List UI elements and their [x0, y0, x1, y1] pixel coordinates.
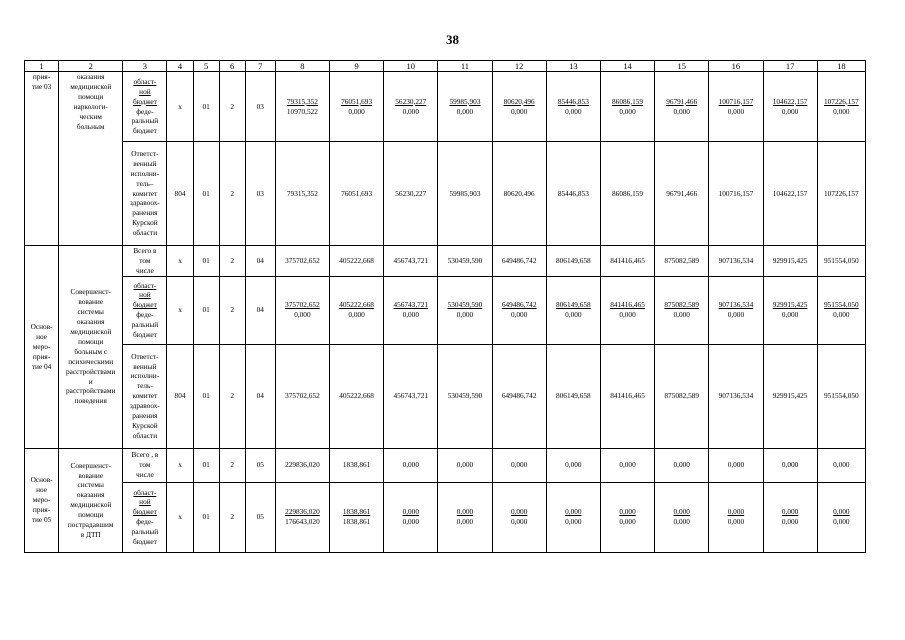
- regional-value: 841416,465: [610, 300, 645, 310]
- value-cell: [546, 482, 600, 552]
- value-cell: 806149,658: [546, 246, 600, 277]
- value-cell: 59985,903: [438, 142, 492, 246]
- regional-budget-label: област- ной бюджет: [132, 487, 157, 517]
- value-cell: 907136,534: [709, 344, 763, 448]
- code-cell-c7: 03: [245, 142, 275, 246]
- regional-value: 59985,903: [449, 96, 481, 106]
- value-cell: 530459,590: [438, 344, 492, 448]
- value-cell: 0,000: [709, 448, 763, 482]
- value-cell: [600, 482, 654, 552]
- value-cell: 86086,159: [600, 142, 654, 246]
- code-cell-c4: х: [167, 276, 193, 344]
- federal-value: 0,000: [727, 310, 745, 320]
- value-cell: 875082,589: [655, 344, 709, 448]
- regional-value: 0,000: [781, 507, 799, 517]
- regional-value: 929915,425: [772, 300, 808, 310]
- value-cell: [492, 482, 546, 552]
- code-cell-c4: х: [167, 72, 193, 142]
- funding-source-cell: [123, 72, 167, 142]
- column-number: 16: [709, 61, 763, 72]
- column-number: 2: [59, 61, 123, 72]
- code-cell-c5: 01: [193, 142, 219, 246]
- regional-value: 0,000: [402, 507, 419, 517]
- column-number: 11: [438, 61, 492, 72]
- federal-value: 0,000: [456, 106, 474, 116]
- federal-value: 0,000: [510, 106, 528, 116]
- code-cell-c7: 05: [245, 448, 275, 482]
- column-number: 18: [817, 61, 865, 72]
- value-cell: 80620,496: [492, 142, 546, 246]
- federal-budget-label: феде- ральный бюджет: [131, 517, 159, 547]
- value-cell: 79315,352: [275, 142, 329, 246]
- value-cell: 100716,157: [709, 142, 763, 246]
- regional-value: 0,000: [456, 507, 474, 517]
- code-cell-c5: 01: [193, 72, 219, 142]
- code-cell-c7: 05: [245, 482, 275, 552]
- federal-value: 0,000: [456, 517, 474, 527]
- table-row: [25, 448, 866, 482]
- value-cell: 0,000: [546, 448, 600, 482]
- code-cell-c7: 04: [245, 344, 275, 448]
- program-name-cell: оказания медицинской помощи наркологи- ческим больным: [59, 72, 123, 246]
- value-cell: 104622,157: [763, 142, 817, 246]
- federal-value: 0,000: [619, 310, 636, 320]
- regional-value: 456743,721: [393, 300, 429, 310]
- value-cell: [709, 72, 763, 142]
- value-cell: [384, 482, 438, 552]
- regional-value: 0,000: [727, 507, 745, 517]
- federal-value: 0,000: [510, 310, 528, 320]
- regional-value: 1838,861: [342, 507, 371, 517]
- regional-value: 907136,534: [718, 300, 754, 310]
- regional-value: 76051,693: [341, 96, 373, 106]
- federal-value: 0,000: [294, 310, 311, 320]
- federal-value: 0,000: [673, 106, 690, 116]
- value-cell: [438, 72, 492, 142]
- funding-source-cell: Ответст- венный исполни- тель– комитет здравоох- ранения Курской области: [123, 142, 167, 246]
- code-cell-c5: 01: [193, 482, 219, 552]
- value-cell: 456743,721: [384, 344, 438, 448]
- code-cell-c4: 804: [167, 142, 193, 246]
- federal-value: 0,000: [673, 310, 690, 320]
- federal-value: 0,000: [673, 517, 690, 527]
- value-cell: 0,000: [655, 448, 709, 482]
- regional-value: 0,000: [619, 507, 636, 517]
- value-cell: [438, 276, 492, 344]
- value-cell: [330, 482, 384, 552]
- value-cell: [384, 72, 438, 142]
- table-row: [25, 344, 866, 448]
- value-cell: [275, 72, 329, 142]
- value-cell: 649486,742: [492, 246, 546, 277]
- federal-value: 0,000: [565, 106, 582, 116]
- regional-value: 405222,668: [339, 300, 374, 310]
- regional-value: 951554,050: [824, 300, 859, 310]
- table-row: [25, 72, 866, 142]
- regional-value: 375702,652: [285, 300, 320, 310]
- column-number-row: [25, 61, 866, 72]
- regional-value: 875082,589: [664, 300, 700, 310]
- value-cell: [438, 482, 492, 552]
- code-cell-c6: 2: [219, 246, 245, 277]
- table-row: [25, 482, 866, 552]
- value-cell: 875082,589: [655, 246, 709, 277]
- value-cell: 0,000: [492, 448, 546, 482]
- federal-value: 0,000: [565, 310, 582, 320]
- column-number: 4: [167, 61, 193, 72]
- value-cell: 85446,853: [546, 142, 600, 246]
- value-cell: 0,000: [438, 448, 492, 482]
- value-cell: 1838,861: [330, 448, 384, 482]
- regional-value: 530459,590: [447, 300, 483, 310]
- measure-cell: Основ- ное меро- прия- тие 04: [25, 246, 59, 449]
- table-row: [25, 142, 866, 246]
- federal-value: 0,000: [402, 310, 419, 320]
- value-cell: 841416,465: [600, 344, 654, 448]
- value-cell: 951554,050: [817, 246, 865, 277]
- value-cell: 806149,658: [546, 344, 600, 448]
- regional-value: 0,000: [833, 507, 850, 517]
- value-cell: [709, 482, 763, 552]
- code-cell-c4: х: [167, 482, 193, 552]
- regional-budget-label: област- ной бюджет: [132, 280, 157, 310]
- regional-value: 107226,157: [824, 96, 859, 106]
- value-cell: 0,000: [763, 448, 817, 482]
- table-row: [25, 276, 866, 344]
- regional-value: 80620,496: [503, 96, 535, 106]
- federal-value: 0,000: [619, 106, 636, 116]
- federal-value: 0,000: [833, 106, 850, 116]
- funding-source-cell: [123, 482, 167, 552]
- regional-value: 806149,658: [556, 300, 591, 310]
- value-cell: [817, 276, 865, 344]
- value-cell: [275, 276, 329, 344]
- code-cell-c7: 03: [245, 72, 275, 142]
- value-cell: [330, 72, 384, 142]
- regional-budget-label: област- ной бюджет: [132, 76, 157, 106]
- federal-value: 0,000: [727, 106, 745, 116]
- value-cell: [817, 72, 865, 142]
- regional-value: 86086,159: [612, 96, 644, 106]
- column-number: 9: [330, 61, 384, 72]
- value-cell: [492, 72, 546, 142]
- value-cell: 405222,668: [330, 246, 384, 277]
- column-number: 17: [763, 61, 817, 72]
- regional-value: 100716,157: [718, 96, 754, 106]
- code-cell-c6: 2: [219, 448, 245, 482]
- federal-value: 0,000: [833, 310, 850, 320]
- column-number: 12: [492, 61, 546, 72]
- federal-value: 1838,861: [342, 517, 371, 527]
- federal-value: 10970,522: [286, 106, 318, 116]
- code-cell-c5: 01: [193, 448, 219, 482]
- column-number: 1: [25, 61, 59, 72]
- value-cell: 375702,652: [275, 246, 329, 277]
- value-cell: 907136,534: [709, 246, 763, 277]
- federal-value: 0,000: [456, 310, 474, 320]
- table-row: [25, 246, 866, 277]
- value-cell: [763, 72, 817, 142]
- value-cell: 375702,652: [275, 344, 329, 448]
- value-cell: [492, 276, 546, 344]
- federal-value: 0,000: [348, 106, 365, 116]
- funding-source-cell: Ответст- венный исполни- тель- комитет здравоох- ранения Курской области: [123, 344, 167, 448]
- value-cell: 929915,425: [763, 344, 817, 448]
- federal-value: 0,000: [348, 310, 365, 320]
- federal-value: 0,000: [402, 106, 419, 116]
- measure-cell: прия- тие 03: [25, 72, 59, 246]
- value-cell: [655, 72, 709, 142]
- code-cell-c5: 01: [193, 246, 219, 277]
- code-cell-c4: х: [167, 448, 193, 482]
- column-number: 15: [655, 61, 709, 72]
- column-number: 13: [546, 61, 600, 72]
- column-number: 5: [193, 61, 219, 72]
- value-cell: 0,000: [817, 448, 865, 482]
- value-cell: 951554,050: [817, 344, 865, 448]
- value-cell: 0,000: [600, 448, 654, 482]
- value-cell: 405222,668: [330, 344, 384, 448]
- value-cell: [546, 72, 600, 142]
- code-cell-c6: 2: [219, 482, 245, 552]
- value-cell: 841416,465: [600, 246, 654, 277]
- federal-value: 0,000: [781, 106, 799, 116]
- federal-value: 0,000: [781, 517, 799, 527]
- value-cell: 96791,466: [655, 142, 709, 246]
- federal-budget-label: феде- ральный бюджет: [131, 310, 159, 340]
- measure-cell: Основ- ное меро- прия- тие 05: [25, 448, 59, 552]
- value-cell: 0,000: [384, 448, 438, 482]
- federal-value: 0,000: [402, 517, 419, 527]
- code-cell-c6: 2: [219, 72, 245, 142]
- regional-value: 0,000: [510, 507, 528, 517]
- federal-value: 176643,020: [285, 517, 320, 527]
- program-name-cell: Совершенст- вование системы оказания медицинской помощи больным с психическими расстройствами и расстройствами поведения: [59, 246, 123, 449]
- federal-value: 0,000: [510, 517, 528, 527]
- program-name-cell: Совершенст- вование системы оказания медицинской помощи пострадавшим в ДТП: [59, 448, 123, 552]
- value-cell: [655, 482, 709, 552]
- value-cell: 929915,425: [763, 246, 817, 277]
- value-cell: 456743,721: [384, 246, 438, 277]
- regional-value: 96791,466: [666, 96, 698, 106]
- value-cell: [275, 482, 329, 552]
- value-cell: [546, 276, 600, 344]
- value-cell: 76051,693: [330, 142, 384, 246]
- page-number: 38: [446, 32, 459, 47]
- column-number: 8: [275, 61, 329, 72]
- federal-value: 0,000: [619, 517, 636, 527]
- code-cell-c4: 804: [167, 344, 193, 448]
- regional-value: 0,000: [565, 507, 582, 517]
- value-cell: 56230,227: [384, 142, 438, 246]
- code-cell-c5: 01: [193, 344, 219, 448]
- federal-budget-label: феде- ральный бюджет: [131, 106, 159, 136]
- column-number: 14: [600, 61, 654, 72]
- federal-value: 0,000: [727, 517, 745, 527]
- federal-value: 0,000: [781, 310, 799, 320]
- value-cell: [600, 72, 654, 142]
- regional-value: 0,000: [673, 507, 690, 517]
- value-cell: [763, 276, 817, 344]
- column-number: 6: [219, 61, 245, 72]
- code-cell-c7: 04: [245, 276, 275, 344]
- funding-source-cell: Всего в том числе: [123, 246, 167, 277]
- value-cell: 229836,020: [275, 448, 329, 482]
- code-cell-c6: 2: [219, 276, 245, 344]
- funding-source-cell: Всего , в том числе: [123, 448, 167, 482]
- value-cell: [600, 276, 654, 344]
- code-cell-c4: х: [167, 246, 193, 277]
- value-cell: [330, 276, 384, 344]
- column-number: 10: [384, 61, 438, 72]
- value-cell: 649486,742: [492, 344, 546, 448]
- code-cell-c7: 04: [245, 246, 275, 277]
- regional-value: 56230,227: [395, 96, 427, 106]
- federal-value: 0,000: [833, 517, 850, 527]
- funding-source-cell: [123, 276, 167, 344]
- value-cell: 107226,157: [817, 142, 865, 246]
- code-cell-c5: 01: [193, 276, 219, 344]
- regional-value: 104622,157: [772, 96, 808, 106]
- value-cell: [709, 276, 763, 344]
- column-number: 7: [245, 61, 275, 72]
- regional-value: 85446,853: [557, 96, 589, 106]
- value-cell: [384, 276, 438, 344]
- budget-table: [24, 60, 866, 553]
- federal-value: 0,000: [565, 517, 582, 527]
- code-cell-c6: 2: [219, 142, 245, 246]
- value-cell: [763, 482, 817, 552]
- regional-value: 229836,020: [285, 507, 320, 517]
- column-number: 3: [123, 61, 167, 72]
- code-cell-c6: 2: [219, 344, 245, 448]
- regional-value: 649486,742: [501, 300, 537, 310]
- value-cell: 530459,590: [438, 246, 492, 277]
- regional-value: 79315,352: [286, 96, 318, 106]
- value-cell: [655, 276, 709, 344]
- table-body: [25, 61, 866, 553]
- value-cell: [817, 482, 865, 552]
